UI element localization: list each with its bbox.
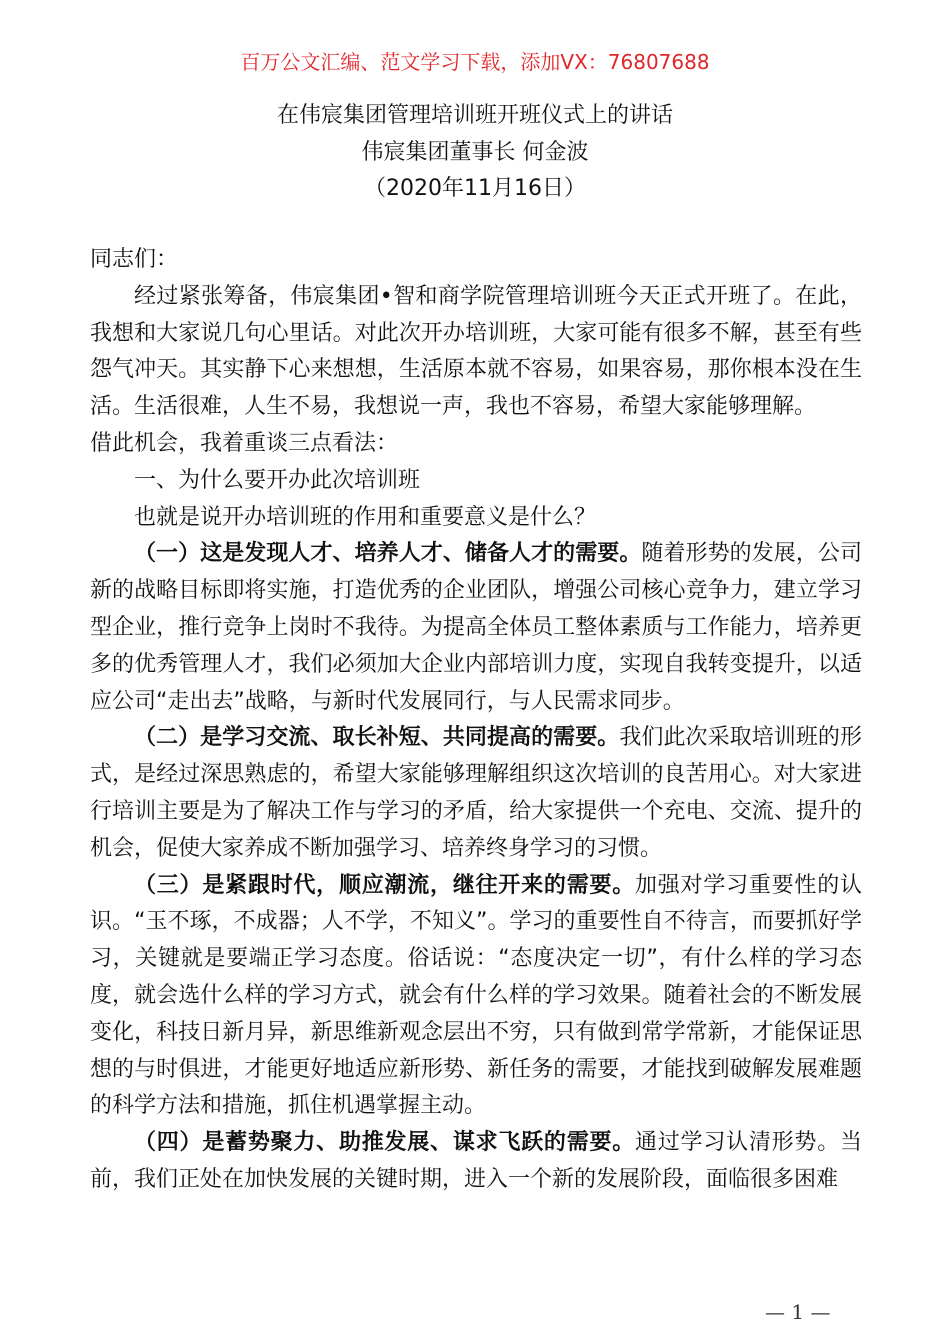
- point-text: 加强对学习重要性的认识。“玉不琢，不成器；人不学，不知义”。学习的重要性自不待言，而要抓好学习，关键就是要端正学习态度。俗话说：“态度决定一切”，有什么样的学习态度，就会选什么样的学习方式，就会有什么样的学习效果。随着社会的不断发展变化，科技日新月异，新思维新观念层出不穷，只有做到常学常新，才能保证思想的与时俱进，才能更好地适应新形势、新任务的需要，才能找到破解发展难题的科学方法和措施，抓住机遇掌握主动。: [90, 872, 862, 1119]
- salutation: 同志们：: [90, 247, 179, 272]
- section-heading: 一、为什么要开办此次培训班: [134, 467, 421, 493]
- document-body: [90, 242, 862, 1199]
- document-author: 伟宸集团董事长 何金波: [361, 140, 589, 165]
- point-text: 我们此次采取培训班的形式，是经过深思熟虑的，希望大家能够理解组织这次培训的良苦用心。对大家进行培训主要是为了解决工作与学习的矛盾，给大家提供一个充电、交流、提升的机会，促使大家养成不断加强学习、培养终身学习的习惯。: [90, 725, 862, 861]
- paragraph: 借此机会，我着重谈三点看法：: [90, 430, 399, 456]
- page-number: — 1 —: [765, 1300, 831, 1324]
- point-lead: （一）这是发现人才、培养人才、储备人才的需要。: [134, 541, 642, 567]
- point-paragraph: [90, 868, 862, 1126]
- paragraph: 经过紧张筹备，伟宸集团•智和商学院管理培训班今天正式开班了。在此，我想和大家说几句心里话。对此次开办培训班，大家可能有很多不解，甚至有些怨气冲天。其实静下心来想想，生活原本就不容易，如果容易，那你根本没在生活。生活很难，人生不易，我想说一声，我也不容易，希望大家能够理解。: [90, 283, 862, 420]
- point-text: 随着形势的发展，公司新的战略目标即将实施，打造优秀的企业团队，增强公司核心竞争力，建立学习型企业，推行竞争上岗时不我待。为提高全体员工整体素质与工作能力，培养更多的优秀管理人才，我们必须加大企业内部培训力度，实现自我转变提升，以适应公司“走出去”战略，与新时代发展同行，与人民需求同步。: [90, 541, 862, 714]
- point-paragraph: [90, 720, 862, 867]
- paragraph: 也就是说开办培训班的作用和重要意义是什么？: [134, 504, 597, 530]
- document-title: 在伟宸集团管理培训班开班仪式上的讲话: [276, 103, 673, 128]
- point-text: 通过学习认清形势。当前，我们正处在加快发展的关键时期，进入一个新的发展阶段，面临很多困难: [90, 1130, 862, 1192]
- point-paragraph: [90, 1125, 862, 1199]
- point-lead: （二）是学习交流、取长补短、共同提高的需要。: [134, 725, 620, 751]
- point-lead: （四）是蓄势聚力、助推发展、谋求飞跃的需要。: [134, 1130, 636, 1156]
- point-paragraph: [90, 536, 862, 720]
- document-date: （2020年11月16日）: [364, 176, 586, 201]
- watermark-banner: 百万公文汇编、范文学习下载，添加VX：76807688: [240, 50, 710, 74]
- point-lead: （三）是紧跟时代，顺应潮流，继往开来的需要。: [134, 872, 636, 898]
